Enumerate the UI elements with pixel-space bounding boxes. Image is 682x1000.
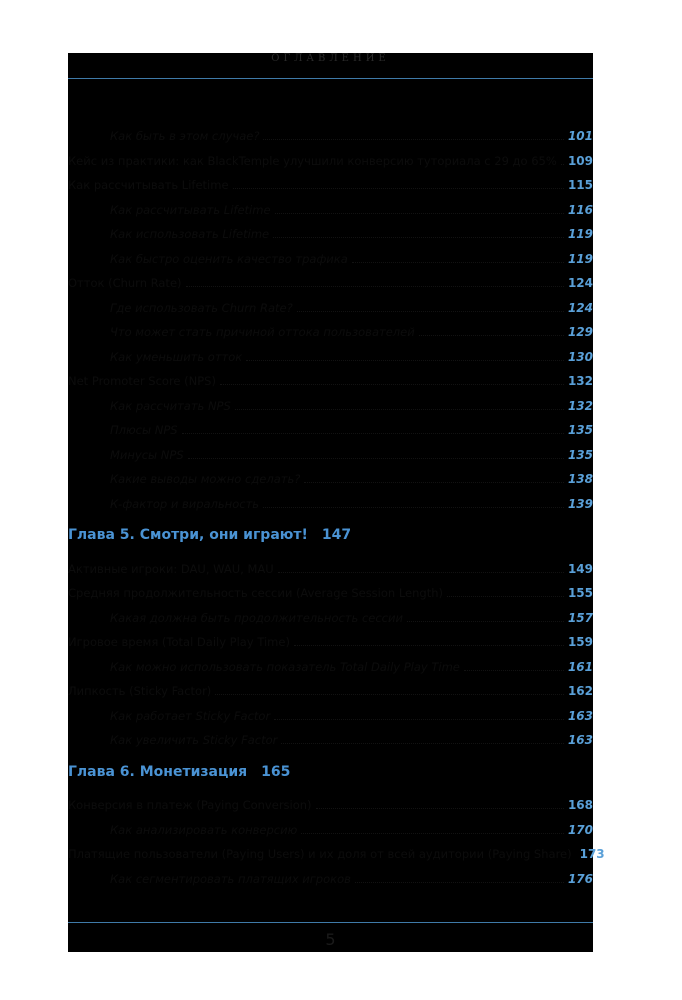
toc-section-entry[interactable]: [68, 172, 593, 192]
toc-entry-title: Минусы NPS: [110, 447, 184, 462]
dot-leader: [355, 882, 564, 883]
toc-section-entry[interactable]: [68, 629, 593, 649]
dot-leader: [278, 572, 564, 573]
header-divider: [68, 78, 593, 79]
toc-entry-title: Платящие пользователи (Paying Users) и их доля от всей аудитории (Paying Share): [68, 847, 572, 861]
toc-entry-title: К-фактор и виральность: [110, 496, 260, 511]
dot-leader: [220, 384, 564, 385]
toc-subsection-entry[interactable]: [68, 393, 593, 413]
toc-entry-page: 163: [567, 733, 593, 747]
page-number: 5: [325, 930, 336, 949]
toc-entry-page: 109: [567, 153, 593, 168]
toc-entry-page: 149: [567, 561, 593, 576]
dot-leader: [263, 139, 564, 140]
toc-entry-page: 176: [567, 871, 593, 886]
dot-leader: [447, 596, 564, 597]
toc-entry-title: Как быстро оценить качество трафика: [110, 251, 348, 266]
toc-entry-title: Как использовать Lifetime: [110, 227, 270, 241]
toc-entry-title: Как рассчитывать Lifetime: [68, 178, 229, 192]
toc-chapter-heading[interactable]: [68, 762, 593, 782]
toc-subsection-entry[interactable]: [68, 246, 593, 266]
toc-entry-title: Как можно использовать показатель Total Daily Play Time: [110, 659, 460, 674]
toc-entry-page: 115: [567, 178, 593, 192]
toc-chapter-page: 165: [261, 763, 291, 780]
toc-section-entry[interactable]: [68, 368, 593, 388]
toc-section-entry[interactable]: [68, 678, 593, 698]
toc-entry-title: Липкость (Sticky Factor): [68, 684, 212, 698]
dot-leader: [235, 409, 564, 410]
dot-leader: [316, 808, 564, 809]
toc-entry-page: 132: [567, 398, 593, 413]
toc-chapter-title: Глава 6. Монетизация: [68, 763, 248, 780]
toc-subsection-entry[interactable]: [68, 466, 593, 486]
toc-subsection-entry[interactable]: [68, 295, 593, 315]
toc-entry-page: 162: [567, 684, 593, 698]
toc-entry-title: Что может стать причиной оттока пользователей: [110, 325, 415, 339]
toc-entry-page: 161: [567, 659, 593, 674]
toc-entry-page: 139: [567, 496, 593, 511]
toc-entry-title: Как рассчитать NPS: [110, 398, 231, 413]
toc-entry-title: Как быть в этом случае?: [110, 129, 260, 143]
toc-entry-title: Как анализировать конверсию: [110, 822, 298, 837]
toc-entry-title: Средняя продолжительность сессии (Average Session Length): [68, 586, 444, 600]
toc-entry-page: 124: [567, 300, 593, 315]
toc-entry-page: 124: [567, 276, 593, 290]
toc-entry-title: Какая должна быть продолжительность сессии: [110, 610, 403, 625]
toc-entry-page: 159: [567, 635, 593, 649]
toc-entry-page: 170: [567, 822, 593, 837]
toc-subsection-entry[interactable]: [68, 442, 593, 462]
dot-leader: [246, 360, 564, 361]
toc-subsection-entry[interactable]: [68, 727, 593, 747]
toc-entry-page: 129: [567, 325, 593, 339]
toc-entry-page: 157: [567, 610, 593, 625]
toc-subsection-entry[interactable]: [68, 491, 593, 511]
toc-subsection-entry[interactable]: [68, 197, 593, 217]
toc-section-entry[interactable]: [68, 792, 593, 812]
toc-entry-page: 163: [567, 708, 593, 723]
toc-section-entry[interactable]: [68, 270, 593, 290]
toc-subsection-entry[interactable]: [68, 703, 593, 723]
toc-entry-title: Активные игроки: DAU, WAU, MAU: [68, 561, 274, 576]
dot-leader: [188, 458, 564, 459]
toc-chapter-page: 147: [321, 527, 352, 543]
dot-leader: [274, 719, 564, 720]
toc-entry-page: 116: [567, 202, 593, 217]
toc-entry-title: Как сегментировать платящих игроков: [110, 871, 351, 886]
toc-section-entry[interactable]: [68, 580, 593, 600]
page-header: ОГЛАВЛЕНИЕ: [271, 53, 390, 64]
dot-leader: [297, 311, 564, 312]
dot-leader: [233, 188, 564, 189]
toc-entry-page: 168: [567, 798, 593, 812]
toc-subsection-entry[interactable]: [68, 605, 593, 625]
toc-entry-title: Net Promoter Score (NPS): [68, 374, 216, 388]
toc-entry-title: Где использовать Churn Rate?: [110, 300, 293, 315]
toc-entry-page: 138: [567, 472, 593, 486]
dot-leader: [294, 645, 564, 646]
toc-entry-title: Плюсы NPS: [110, 423, 178, 437]
dot-leader: [182, 433, 564, 434]
toc-entry-page: 101: [567, 129, 593, 143]
toc-entry-page: 119: [567, 251, 593, 266]
toc-entry-page: 132: [567, 374, 593, 388]
toc-entry-title: Конверсия в платеж (Paying Conversion): [68, 798, 312, 812]
dot-leader: [301, 833, 564, 834]
toc-entry-page: 173: [579, 847, 605, 861]
dot-leader: [275, 213, 564, 214]
toc-entry-page: 130: [567, 349, 593, 364]
dot-leader: [407, 621, 564, 622]
toc-entry-title: Какие выводы можно сделать?: [110, 472, 301, 486]
toc-entry-page: 155: [567, 586, 593, 600]
toc-chapter-title: Глава 5. Смотри, они играют!: [68, 527, 308, 543]
toc-entry-title: Как уменьшить отток: [110, 349, 243, 364]
toc-section-entry[interactable]: [68, 556, 593, 576]
dot-leader: [304, 482, 564, 483]
dot-leader: [419, 335, 564, 336]
toc-entry-page: 119: [567, 227, 593, 241]
toc-subsection-entry[interactable]: [68, 417, 593, 437]
toc-subsection-entry[interactable]: [68, 654, 593, 674]
toc-entry-page: 135: [567, 423, 593, 437]
toc-entry-title: Кейс из практики: как BlackTemple улучшили конверсию туториала с 29 до 65%: [68, 153, 557, 168]
toc-entry-page: 135: [567, 447, 593, 462]
book-page: [68, 53, 605, 952]
toc-subsection-entry[interactable]: [68, 123, 593, 143]
dot-leader: [464, 670, 564, 671]
toc-entry-title: Игровое время (Total Daily Play Time): [68, 635, 290, 649]
dot-leader: [186, 286, 564, 287]
toc-chapter-heading[interactable]: [68, 525, 593, 545]
dot-leader: [273, 237, 564, 238]
toc-entry-title: Отток (Churn Rate): [68, 276, 182, 290]
toc-subsection-entry[interactable]: [68, 221, 593, 241]
toc-subsection-entry[interactable]: [68, 319, 593, 339]
toc-subsection-entry[interactable]: [68, 344, 593, 364]
toc-entry-title: Как рассчитывать Lifetime: [110, 202, 271, 217]
dot-leader: [561, 164, 564, 165]
toc-section-entry[interactable]: [68, 841, 605, 861]
dot-leader: [263, 507, 564, 508]
toc-subsection-entry[interactable]: [68, 866, 593, 886]
dot-leader: [352, 262, 564, 263]
toc-subsection-entry[interactable]: [68, 817, 593, 837]
toc-section-entry[interactable]: [68, 148, 593, 168]
toc-entry-title: Как работает Sticky Factor: [110, 708, 271, 723]
dot-leader: [215, 694, 564, 695]
footer-divider: [68, 922, 593, 923]
dot-leader: [281, 743, 564, 744]
toc-entry-title: Как увеличить Sticky Factor: [110, 733, 278, 747]
